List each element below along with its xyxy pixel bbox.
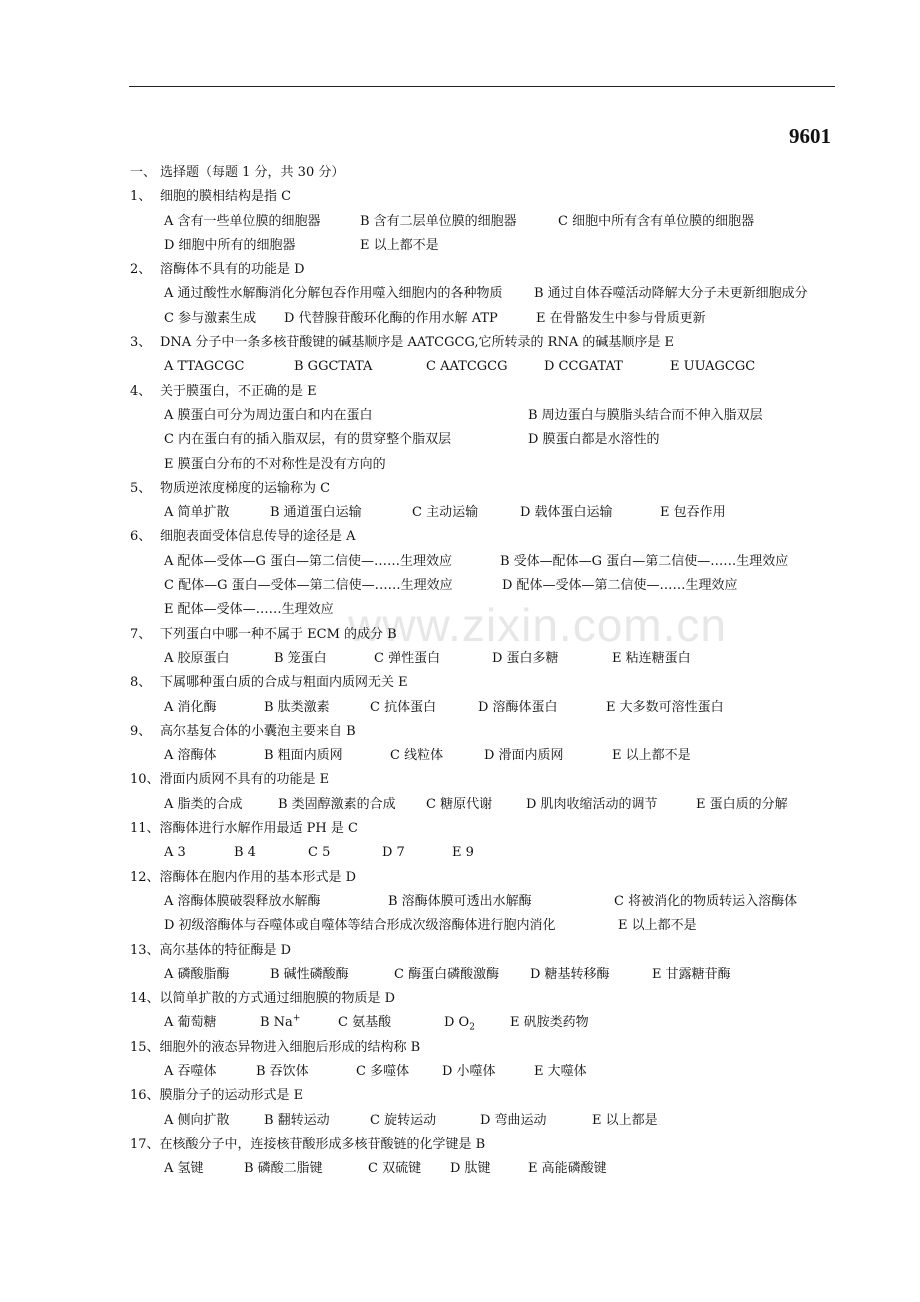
option: A 配体—受体—G 蛋白—第二信使—……生理效应: [164, 553, 453, 569]
option: D CCGATAT: [544, 359, 623, 375]
question-text: 细胞的膜相结构是指 C: [160, 189, 292, 205]
option: D 载体蛋白运输: [520, 505, 613, 521]
option: D 溶酶体蛋白: [478, 699, 558, 715]
option: E 以上都不是: [618, 918, 697, 934]
question-number: 14、: [130, 991, 160, 1007]
options-row: [130, 428, 840, 452]
option: D 小噬体: [442, 1063, 496, 1079]
question-number: 5、: [130, 480, 152, 496]
question-stem: [130, 817, 840, 841]
option: C 氨基酸: [338, 1015, 392, 1031]
option: A 消化酶: [164, 699, 217, 715]
question-stem: [130, 720, 840, 744]
option: A 膜蛋白可分为周边蛋白和内在蛋白: [164, 407, 373, 423]
question-text: 下属哪种蛋白质的合成与粗面内质网无关 E: [160, 675, 408, 691]
option: B 粗面内质网: [264, 748, 343, 764]
option: A 吞噬体: [164, 1063, 217, 1079]
question-stem: [130, 477, 840, 501]
option: B 肽类激素: [264, 699, 330, 715]
options-row: [130, 307, 840, 331]
question-stem: [130, 380, 840, 404]
question-stem: [130, 185, 840, 209]
options-row: [130, 647, 840, 671]
option: B 通道蛋白运输: [270, 505, 362, 521]
question-number: 11、: [130, 821, 160, 837]
question-stem: [130, 1133, 840, 1157]
option: A 通过酸性水解酶消化分解包吞作用噬入细胞内的各种物质: [164, 286, 503, 302]
option: E UUAGCGC: [670, 359, 756, 375]
option: D 配体—受体—第二信使—……生理效应: [502, 578, 738, 594]
option: A 胶原蛋白: [164, 650, 230, 666]
option: A 简单扩散: [164, 505, 230, 521]
option: C AATCGCG: [426, 359, 508, 375]
options-row: [130, 744, 840, 768]
option: B 吞饮体: [256, 1063, 309, 1079]
options-row: [130, 355, 840, 379]
question-text: 溶酶体进行水解作用最适 PH 是 C: [159, 821, 358, 837]
header-rule: [129, 86, 835, 87]
option: E 包吞作用: [660, 505, 726, 521]
option: C 参与激素生成: [164, 310, 257, 326]
question-text: 细胞表面受体信息传导的途径是 A: [160, 529, 356, 545]
formula-subscript: 2: [469, 1022, 475, 1033]
option: C 糖原代谢: [426, 796, 493, 812]
option: E 大噬体: [534, 1063, 587, 1079]
charge-superscript: +: [292, 1014, 301, 1025]
question-stem: [130, 866, 840, 890]
option-oxygen: [444, 1011, 475, 1035]
question-number: 2、: [130, 262, 152, 278]
options-row: [130, 501, 840, 525]
option: C 弹性蛋白: [374, 650, 441, 666]
question-stem: [130, 671, 840, 695]
question-stem: [130, 1084, 840, 1108]
option: B 受体—配体—G 蛋白—第二信使—……生理效应: [500, 553, 789, 569]
options-row: [130, 234, 840, 258]
option: B 4: [234, 845, 256, 861]
option: A 溶酶体膜破裂释放水解酶: [164, 893, 321, 909]
options-row: [130, 453, 840, 477]
exam-code: 9601: [789, 124, 831, 148]
option: D 代替腺苷酸环化酶的作用水解 ATP: [284, 310, 498, 326]
option: C 旋转运动: [370, 1112, 437, 1128]
option: E 在骨骼发生中参与骨质更新: [536, 310, 706, 326]
option: B 磷酸二脂键: [244, 1161, 323, 1177]
question-text: 细胞外的液态异物进入细胞后形成的结构称 B: [159, 1039, 421, 1055]
options-row: [130, 282, 840, 306]
option: D 细胞中所有的细胞器: [164, 237, 296, 253]
question-stem: [130, 623, 840, 647]
option: C 细胞中所有含有单位膜的细胞器: [558, 213, 755, 229]
question-text: 以简单扩散的方式通过细胞膜的物质是 D: [159, 991, 396, 1007]
section-number: 一、: [130, 165, 157, 180]
option: A 葡萄糖: [164, 1015, 217, 1031]
question-stem: [130, 1036, 840, 1060]
option: C 多噬体: [356, 1063, 410, 1079]
question-list: [130, 161, 840, 1181]
option: D 滑面内质网: [484, 748, 564, 764]
question-text: 膜脂分子的运动形式是 E: [159, 1088, 304, 1104]
option: B 通过自体吞噬活动降解大分子未更新细胞成分: [534, 286, 808, 302]
option: E 粘连糖蛋白: [612, 650, 691, 666]
options-row: [130, 1157, 840, 1181]
option: B 含有二层单位膜的细胞器: [360, 213, 517, 229]
option: D 膜蛋白都是水溶性的: [528, 432, 660, 448]
option: D 糖基转移酶: [530, 966, 610, 982]
option: A 磷酸脂酶: [164, 966, 230, 982]
question-number: 6、: [130, 529, 152, 545]
question-number: 13、: [130, 942, 160, 958]
option: D 弯曲运动: [480, 1112, 547, 1128]
option: C 双硫键: [368, 1161, 422, 1177]
option: A 氢键: [164, 1161, 204, 1177]
question-stem: [130, 525, 840, 549]
question-number: 8、: [130, 675, 152, 691]
option: B 溶酶体膜可透出水解酶: [388, 893, 532, 909]
question-number: 15、: [130, 1039, 160, 1055]
options-row: [130, 963, 840, 987]
option: E 大多数可溶性蛋白: [606, 699, 724, 715]
option: D 肌肉收缩活动的调节: [526, 796, 658, 812]
options-row: [130, 914, 840, 938]
option: C 线粒体: [390, 748, 444, 764]
options-row: [130, 841, 840, 865]
option: E 以上都不是: [612, 748, 691, 764]
option: A 脂类的合成: [164, 796, 243, 812]
question-stem: [130, 331, 840, 355]
options-row: [130, 550, 840, 574]
options-row: [130, 210, 840, 234]
option: C 抗体蛋白: [370, 699, 437, 715]
option: E 以上都是: [592, 1112, 658, 1128]
question-number: 12、: [130, 869, 160, 885]
option: C 内在蛋白有的插入脂双层，有的贯穿整个脂双层: [164, 432, 452, 448]
option: C 主动运输: [412, 505, 479, 521]
option: E 以上都不是: [360, 237, 439, 253]
option: B 翻转运动: [264, 1112, 330, 1128]
options-row: [130, 404, 840, 428]
option: E 甘露糖苷酶: [652, 966, 731, 982]
question-stem: [130, 987, 840, 1011]
question-text: 溶酶体在胞内作用的基本形式是 D: [159, 869, 357, 885]
question-text: 滑面内质网不具有的功能是 E: [159, 772, 330, 788]
question-stem: [130, 939, 840, 963]
options-row: [130, 1011, 840, 1035]
option: E 9: [452, 845, 474, 861]
question-number: 1、: [130, 189, 152, 205]
option: A 溶酶体: [164, 748, 217, 764]
option: C 将被消化的物质转运入溶酶体: [614, 893, 798, 909]
options-row: [130, 1060, 840, 1084]
option: E 高能磷酸键: [528, 1161, 607, 1177]
question-number: 10、: [130, 772, 160, 788]
option: C 酶蛋白磷酸激酶: [394, 966, 500, 982]
option: D O: [444, 1015, 470, 1031]
option: A 侧向扩散: [164, 1112, 230, 1128]
section-title: 选择题（每题 1 分，共 30 分）: [160, 165, 345, 180]
question-text: 高尔基复合体的小囊泡主要来自 B: [160, 723, 356, 739]
option: B 周边蛋白与膜脂头结合而不伸入脂双层: [528, 407, 763, 423]
question-stem: [130, 768, 840, 792]
section-heading: [130, 161, 840, 185]
watermark: www.zixin.com.cn: [348, 599, 727, 651]
options-row: [130, 574, 840, 598]
question-number: 4、: [130, 383, 152, 399]
option: A 3: [164, 845, 186, 861]
option: D 7: [382, 845, 405, 861]
options-row: [130, 696, 840, 720]
option: B 笼蛋白: [274, 650, 327, 666]
option: B 类固醇激素的合成: [278, 796, 396, 812]
option-sodium: [260, 1011, 300, 1035]
option: C 配体—G 蛋白—受体—第二信使—……生理效应: [164, 578, 453, 594]
option: D 蛋白多糖: [492, 650, 559, 666]
option: B 碱性磷酸酶: [270, 966, 349, 982]
option: E 膜蛋白分布的不对称性是没有方向的: [164, 456, 386, 472]
option: E 蛋白质的分解: [696, 796, 788, 812]
question-number: 3、: [130, 335, 152, 351]
option: B Na: [260, 1015, 293, 1031]
question-text: 溶酶体不具有的功能是 D: [160, 262, 305, 278]
option: C 5: [308, 845, 331, 861]
option: A TTAGCGC: [164, 359, 245, 375]
options-row: [130, 1109, 840, 1133]
option: D 初级溶酶体与吞噬体或自噬体等结合形成次级溶酶体进行胞内消化: [164, 918, 556, 934]
options-row: [130, 793, 840, 817]
question-number: 7、: [130, 626, 152, 642]
option: A 含有一些单位膜的细胞器: [164, 213, 321, 229]
question-text: 关于膜蛋白，不正确的是 E: [160, 383, 317, 399]
options-row: [130, 890, 840, 914]
option: E 矾胺类药物: [510, 1015, 589, 1031]
question-text: 物质逆浓度梯度的运输称为 C: [160, 480, 331, 496]
question-text: 在核酸分子中，连接核苷酸形成多核苷酸链的化学键是 B: [159, 1136, 486, 1152]
question-number: 9、: [130, 723, 152, 739]
option: D 肽键: [450, 1161, 491, 1177]
question-text: 下列蛋白中哪一种不属于 ECM 的成分 B: [160, 626, 397, 642]
option: E 配体—受体—……生理效应: [164, 602, 334, 618]
option: B GGCTATA: [294, 359, 373, 375]
question-text: 高尔基体的特征酶是 D: [159, 942, 292, 958]
question-number: 16、: [130, 1088, 160, 1104]
options-row: [130, 598, 840, 622]
question-number: 17、: [130, 1136, 160, 1152]
question-text: DNA 分子中一条多核苷酸键的碱基顺序是 AATCGCG,它所转录的 RNA 的碱基顺序是 E: [160, 335, 674, 351]
question-stem: [130, 258, 840, 282]
